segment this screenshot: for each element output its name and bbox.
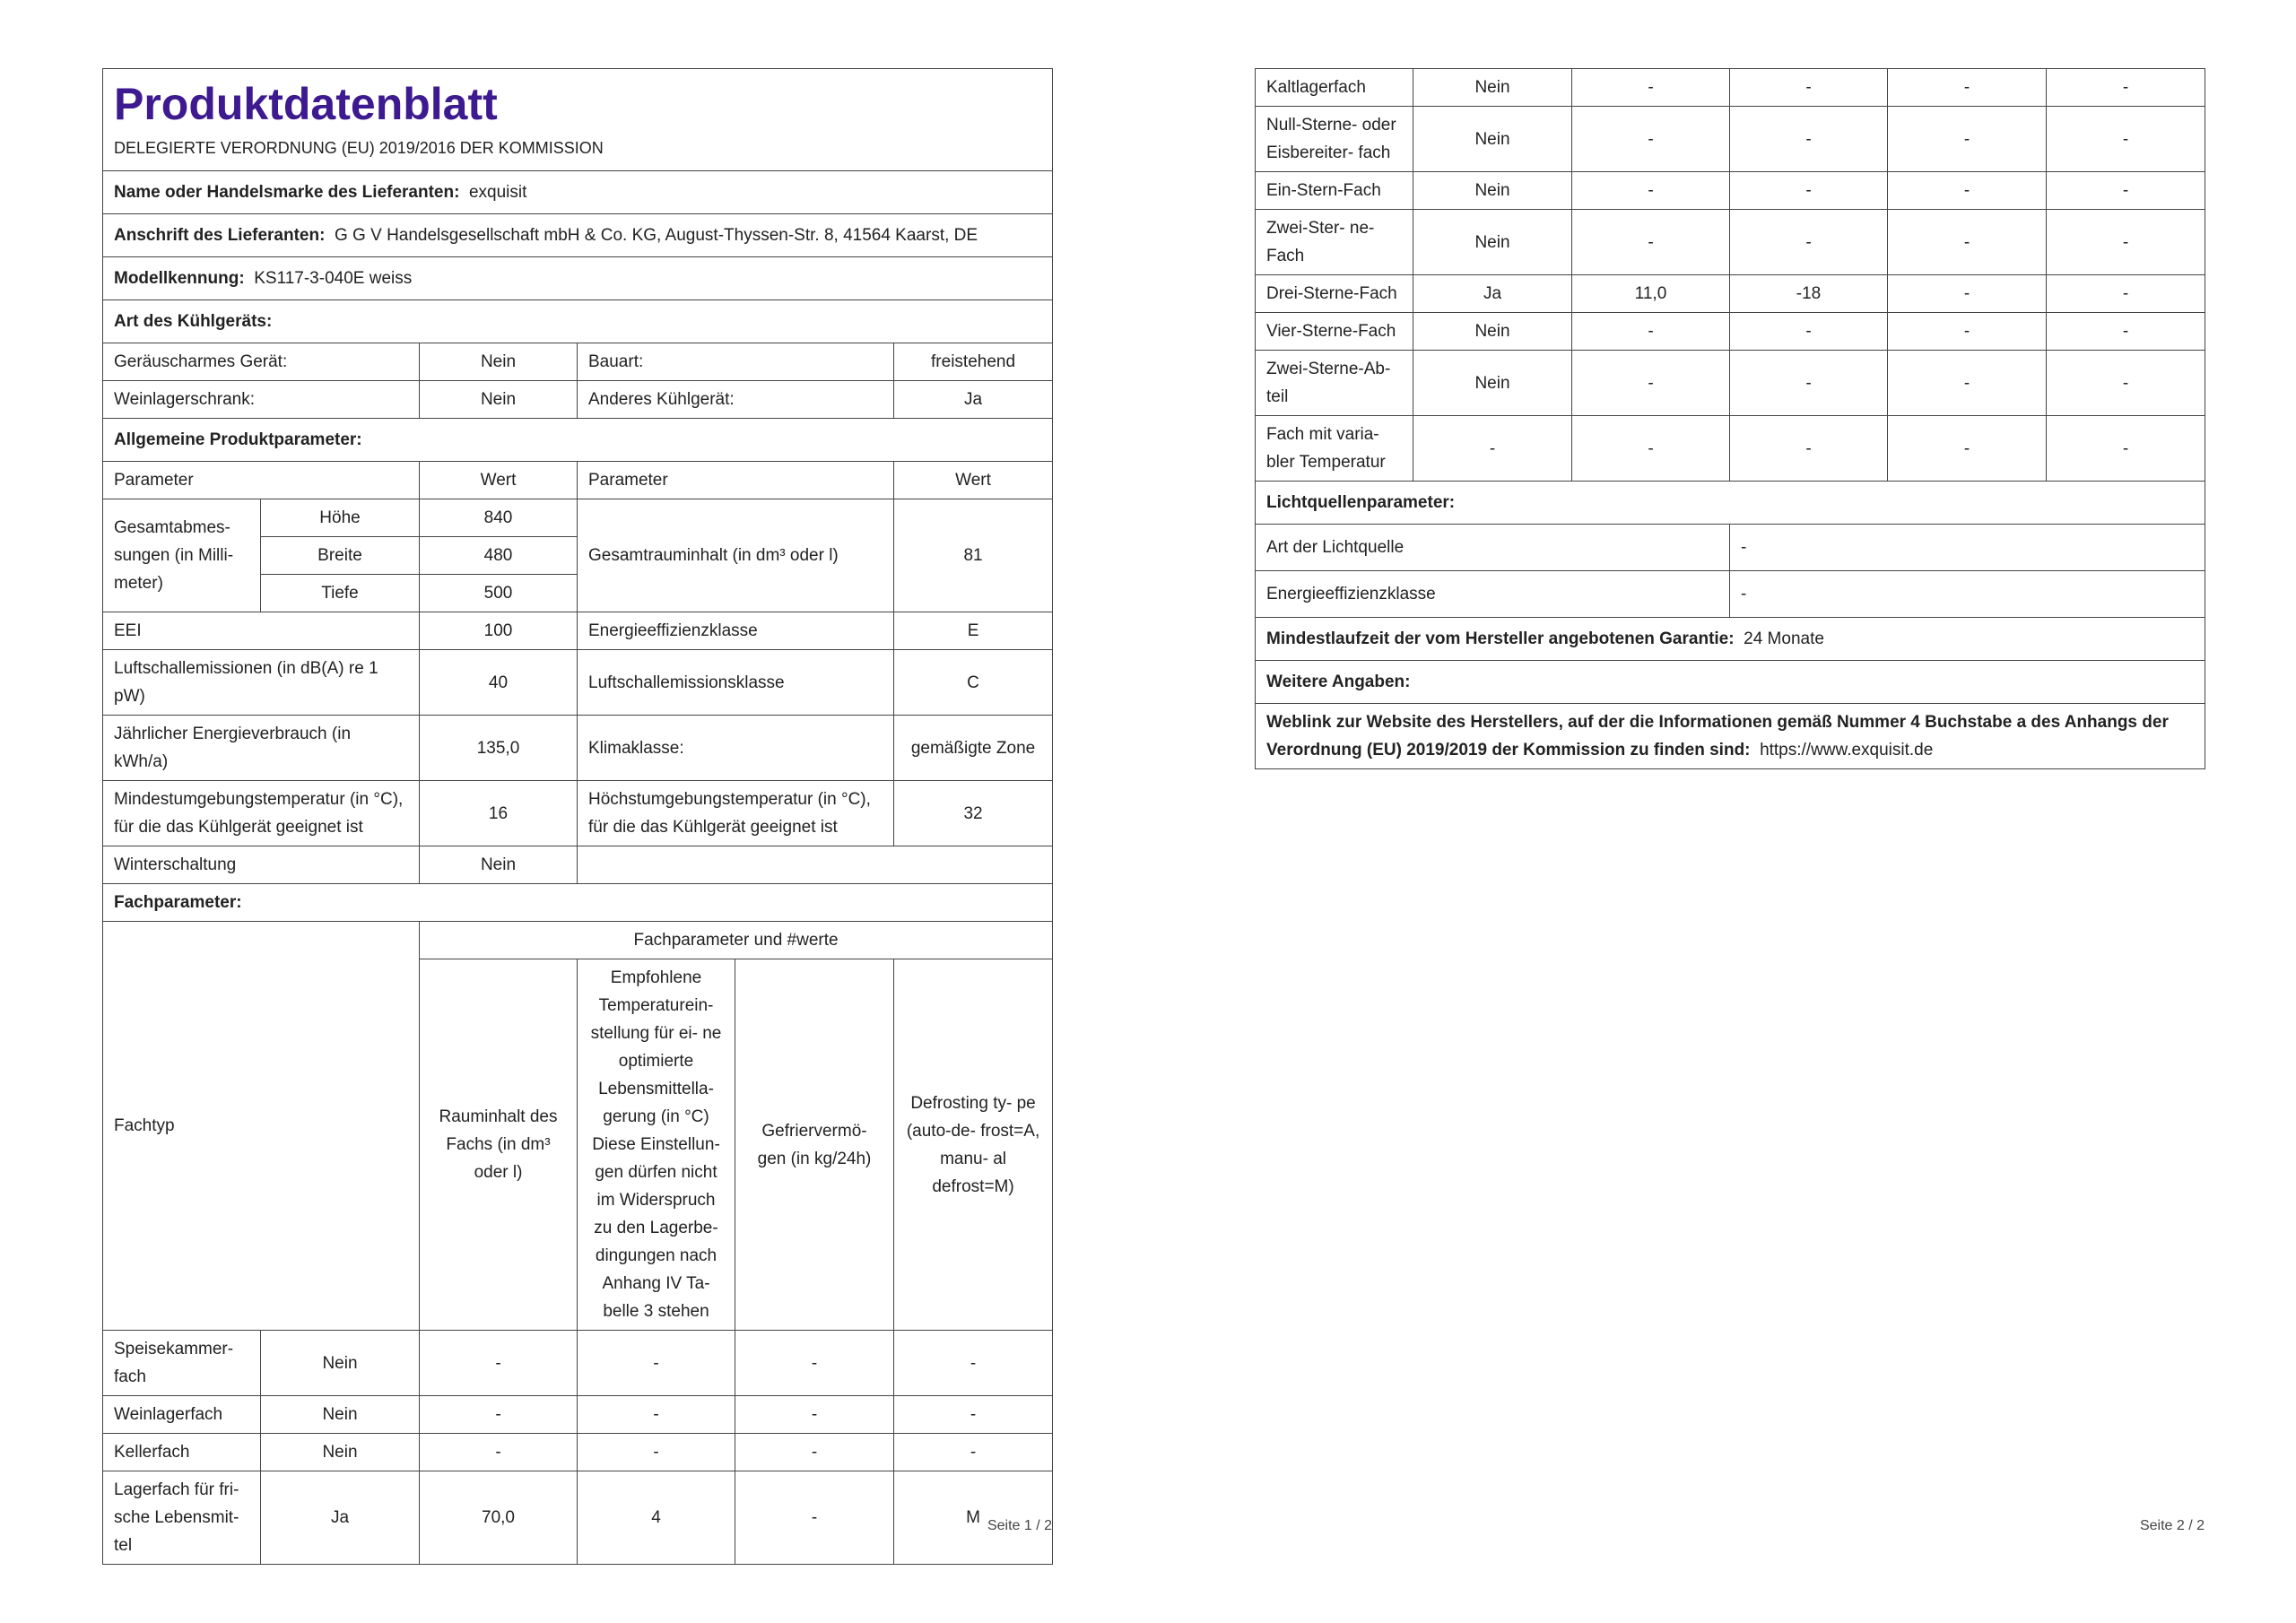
compartment-present: Nein [261, 1434, 420, 1471]
eei-value: 100 [420, 612, 578, 650]
compartment-row [103, 1471, 1053, 1565]
value-header-left: Wert [420, 462, 578, 499]
climate-class-value: gemäßigte Zone [894, 716, 1053, 781]
compartment-type-label: Fachtyp [103, 922, 420, 1331]
total-volume-label: Gesamtrauminhalt (in dm³ oder l) [578, 499, 894, 612]
compartment-temp: - [578, 1434, 735, 1471]
col-temperature-header: Empfohlene Temperaturein- stellung für ei- ne optimierte Lebensmittella- gerung (in °C) Diese Einstellun- gen dürfen nicht im Widerspruch zu den Lagerbe- dingungen nach Anhang IV Ta- belle 3 stehen [578, 959, 735, 1331]
compartment-name: Fach mit varia- bler Temperatur [1256, 416, 1413, 482]
annual-energy-label: Jährlicher Energieverbrauch (in kWh/a) [103, 716, 420, 781]
model-label: Modellkennung: [114, 269, 245, 288]
light-type-label: Art der Lichtquelle [1256, 525, 1730, 571]
compartment-freeze: - [1888, 313, 2047, 351]
climate-class-label: Klimaklasse: [578, 716, 894, 781]
compartment-name: Zwei-Ster- ne-Fach [1256, 210, 1413, 275]
product-datasheet-table [102, 68, 1053, 1565]
compartment-volume: - [420, 1396, 578, 1434]
weblink-label: Weblink zur Website des Herstellers, auf der die Informationen gemäß Nummer 4 Buchstabe a des Anhangs der Verordnung (EU) 2019/2019 der Kommission zu finden sind: [1266, 713, 2169, 759]
compartment-volume: - [1572, 107, 1730, 172]
height-value: 840 [420, 499, 578, 537]
compartment-freeze: - [1888, 69, 2047, 107]
compartment-present: Nein [1413, 210, 1572, 275]
compartment-present: Ja [261, 1471, 420, 1565]
model-value: KS117-3-040E weiss [254, 269, 413, 288]
compartment-volume: - [420, 1434, 578, 1471]
compartment-row [1256, 275, 2205, 313]
compartment-row [1256, 69, 2205, 107]
warranty-label: Mindestlaufzeit der vom Hersteller angebotenen Garantie: [1266, 629, 1735, 648]
compartment-defrost: - [2047, 313, 2205, 351]
wine-cabinet-value: Nein [420, 381, 578, 419]
empty-cell [578, 846, 1053, 884]
compartment-present: Nein [1413, 69, 1572, 107]
wine-cabinet-label: Weinlagerschrank: [103, 381, 420, 419]
light-class-label: Energieeffizienzklasse [1256, 571, 1730, 618]
supplier-address-value: G G V Handelsgesellschaft mbH & Co. KG, August-Thyssen-Str. 8, 41564 Kaarst, DE [335, 226, 978, 245]
compartment-present: Nein [261, 1331, 420, 1396]
compartment-name: Vier-Sterne-Fach [1256, 313, 1413, 351]
compartment-name: Lagerfach für fri- sche Lebensmit- tel [103, 1471, 261, 1565]
compartment-present: Nein [1413, 107, 1572, 172]
compartment-present: Ja [1413, 275, 1572, 313]
header-cell [103, 69, 1053, 171]
light-type-value: - [1730, 525, 2205, 571]
compartment-name: Drei-Sterne-Fach [1256, 275, 1413, 313]
further-info-heading: Weitere Angaben: [1256, 661, 2205, 704]
compartment-group-header: Fachparameter und #werte [420, 922, 1053, 959]
compartment-present: Nein [261, 1396, 420, 1434]
compartment-defrost: - [2047, 172, 2205, 210]
compartment-table-continued [1255, 68, 2205, 769]
compartment-volume: - [420, 1331, 578, 1396]
design-value: freistehend [894, 343, 1053, 381]
supplier-name-row [103, 171, 1053, 214]
max-ambient-temp-value: 32 [894, 781, 1053, 846]
compartment-name: Kaltlagerfach [1256, 69, 1413, 107]
page-title: Produktdatenblatt [114, 79, 498, 129]
total-volume-value: 81 [894, 499, 1053, 612]
compartment-volume: - [1572, 416, 1730, 482]
col-defrost-header: Defrosting ty- pe (auto-de- frost=A, manu- al defrost=M) [894, 959, 1053, 1331]
page-number: Seite 2 / 2 [2139, 1518, 2205, 1533]
compartment-temp: - [1730, 69, 1888, 107]
supplier-name-label: Name oder Handelsmarke des Lieferanten: [114, 183, 460, 202]
compartment-defrost: - [2047, 69, 2205, 107]
compartment-name: Weinlagerfach [103, 1396, 261, 1434]
regulation-subtitle: DELEGIERTE VERORDNUNG (EU) 2019/2016 DER KOMMISSION [114, 139, 604, 157]
compartment-freeze: - [735, 1471, 894, 1565]
page-1 [102, 68, 1052, 1565]
compartment-row [103, 1331, 1053, 1396]
low-noise-label: Geräuscharmes Gerät: [103, 343, 420, 381]
width-value: 480 [420, 537, 578, 575]
compartment-freeze: - [1888, 107, 2047, 172]
compartment-name: Speisekammer- fach [103, 1331, 261, 1396]
light-class-value: - [1730, 571, 2205, 618]
compartment-temp: - [578, 1331, 735, 1396]
compartment-temp: - [1730, 351, 1888, 416]
compartment-defrost: - [894, 1331, 1053, 1396]
compartment-volume: - [1572, 351, 1730, 416]
other-device-value: Ja [894, 381, 1053, 419]
param-header-right: Parameter [578, 462, 894, 499]
warranty-value: 24 Monate [1744, 629, 1824, 648]
compartment-volume: 11,0 [1572, 275, 1730, 313]
general-params-heading: Allgemeine Produktparameter: [103, 419, 1053, 462]
compartment-temp: - [1730, 107, 1888, 172]
compartment-defrost: - [2047, 351, 2205, 416]
compartment-row [1256, 416, 2205, 482]
device-type-heading: Art des Kühlgeräts: [103, 300, 1053, 343]
compartment-defrost: - [2047, 107, 2205, 172]
compartment-params-heading: Fachparameter: [103, 884, 1053, 922]
compartment-row [1256, 313, 2205, 351]
noise-class-value: C [894, 650, 1053, 716]
other-device-label: Anderes Kühlgerät: [578, 381, 894, 419]
compartment-row [103, 1396, 1053, 1434]
compartment-present: Nein [1413, 313, 1572, 351]
compartment-temp: 4 [578, 1471, 735, 1565]
warranty-row [1256, 618, 2205, 661]
min-ambient-temp-value: 16 [420, 781, 578, 846]
compartment-name: Kellerfach [103, 1434, 261, 1471]
compartment-defrost: - [2047, 416, 2205, 482]
weblink-row [1256, 704, 2205, 769]
compartment-row [1256, 172, 2205, 210]
compartment-temp: - [1730, 210, 1888, 275]
compartment-volume: 70,0 [420, 1471, 578, 1565]
compartment-row [103, 1434, 1053, 1471]
design-label: Bauart: [578, 343, 894, 381]
compartment-temp: - [1730, 313, 1888, 351]
compartment-name: Ein-Stern-Fach [1256, 172, 1413, 210]
depth-label: Tiefe [261, 575, 420, 612]
compartment-temp: - [1730, 172, 1888, 210]
compartment-defrost: M [894, 1471, 1053, 1565]
annual-energy-value: 135,0 [420, 716, 578, 781]
height-label: Höhe [261, 499, 420, 537]
light-source-heading: Lichtquellenparameter: [1256, 482, 2205, 525]
compartment-temp: - [1730, 416, 1888, 482]
compartment-freeze: - [1888, 416, 2047, 482]
compartment-temp: - [578, 1396, 735, 1434]
compartment-freeze: - [735, 1396, 894, 1434]
compartment-volume: - [1572, 210, 1730, 275]
supplier-address-row [103, 214, 1053, 257]
width-label: Breite [261, 537, 420, 575]
compartment-defrost: - [2047, 210, 2205, 275]
low-noise-value: Nein [420, 343, 578, 381]
compartment-freeze: - [1888, 351, 2047, 416]
eei-label: EEI [103, 612, 420, 650]
compartment-temp: -18 [1730, 275, 1888, 313]
noise-emission-value: 40 [420, 650, 578, 716]
supplier-name-value: exquisit [468, 183, 527, 202]
compartment-defrost: - [894, 1434, 1053, 1471]
compartment-defrost: - [2047, 275, 2205, 313]
compartment-volume: - [1572, 69, 1730, 107]
compartment-defrost: - [894, 1396, 1053, 1434]
page-2 [1255, 68, 2205, 1533]
min-ambient-temp-label: Mindestumgebungstemperatur (in °C), für die das Kühlgerät geeignet ist [103, 781, 420, 846]
col-freezing-header: Gefriervermö- gen (in kg/24h) [735, 959, 894, 1331]
compartment-volume: - [1572, 313, 1730, 351]
dimensions-label: Gesamtabmes- sungen (in Milli- meter) [103, 499, 261, 612]
energy-class-label: Energieeffizienzklasse [578, 612, 894, 650]
page-number: Seite 1 / 2 [987, 1518, 1052, 1533]
compartment-freeze: - [735, 1331, 894, 1396]
compartment-present: - [1413, 416, 1572, 482]
compartment-name: Zwei-Sterne-Ab- teil [1256, 351, 1413, 416]
compartment-volume: - [1572, 172, 1730, 210]
energy-class-value: E [894, 612, 1053, 650]
col-volume-header: Rauminhalt des Fachs (in dm³ oder l) [420, 959, 578, 1331]
compartment-freeze: - [735, 1434, 894, 1471]
compartment-row [1256, 351, 2205, 416]
compartment-row [1256, 107, 2205, 172]
compartment-freeze: - [1888, 172, 2047, 210]
compartment-present: Nein [1413, 351, 1572, 416]
compartment-present: Nein [1413, 172, 1572, 210]
weblink-value[interactable]: https://www.exquisit.de [1760, 741, 1934, 759]
noise-class-label: Luftschallemissionsklasse [578, 650, 894, 716]
supplier-address-label: Anschrift des Lieferanten: [114, 226, 326, 245]
winter-switch-value: Nein [420, 846, 578, 884]
compartment-freeze: - [1888, 210, 2047, 275]
compartment-freeze: - [1888, 275, 2047, 313]
compartment-row [1256, 210, 2205, 275]
compartment-name: Null-Sterne- oder Eisbereiter- fach [1256, 107, 1413, 172]
model-row [103, 257, 1053, 300]
max-ambient-temp-label: Höchstumgebungstemperatur (in °C), für die das Kühlgerät geeignet ist [578, 781, 894, 846]
noise-emission-label: Luftschallemissionen (in dB(A) re 1 pW) [103, 650, 420, 716]
depth-value: 500 [420, 575, 578, 612]
param-header-left: Parameter [103, 462, 420, 499]
winter-switch-label: Winterschaltung [103, 846, 420, 884]
value-header-right: Wert [894, 462, 1053, 499]
